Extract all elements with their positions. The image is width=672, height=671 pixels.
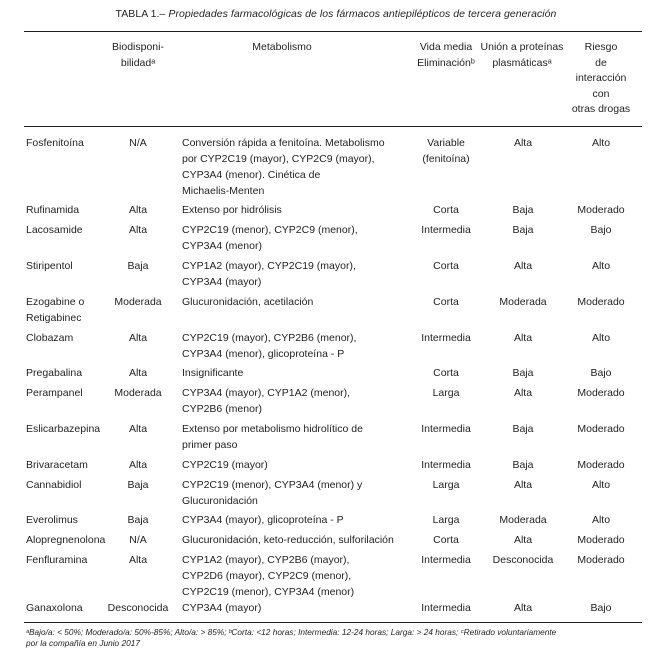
interaction-risk-value: Alto bbox=[591, 514, 611, 526]
cell-line: Clobazam bbox=[26, 332, 74, 344]
protein-binding-value: Baja bbox=[512, 367, 534, 379]
interaction-risk-value: Moderado bbox=[577, 296, 625, 308]
interaction-risk-value: Alto bbox=[591, 137, 611, 149]
cell-line: Brivaracetam bbox=[26, 459, 88, 471]
interaction-risk-value: Moderado bbox=[577, 204, 625, 216]
metabolism-value bbox=[182, 385, 394, 417]
header-line: Vida media bbox=[419, 41, 473, 53]
protein-binding-value: Alta bbox=[513, 534, 533, 546]
cell-line: Fenfluramina bbox=[26, 554, 88, 566]
header-riesgo-interaccion bbox=[564, 40, 638, 118]
cell-line: Lacosamide bbox=[26, 224, 83, 236]
caption-text: Propiedades farmacológicas de los fármacos antiepilépticos de tercera generación bbox=[168, 8, 557, 20]
footnote-line: por la compañía en Junio 2017 bbox=[26, 638, 140, 648]
header-line: plasmáticasᵃ bbox=[492, 56, 552, 69]
header-line: Metabolismo bbox=[252, 41, 312, 53]
half-life-value bbox=[408, 532, 484, 548]
cell-line: CYP3A4 (mayor) bbox=[182, 276, 262, 288]
cell-line: CYP3A4 (menor) bbox=[182, 240, 262, 252]
cell-line: CYP2B6 (menor) bbox=[182, 403, 262, 415]
half-life-value bbox=[408, 385, 484, 401]
interaction-risk-value: Moderado bbox=[577, 423, 625, 435]
top-rule bbox=[24, 31, 642, 32]
protein-binding-value: Baja bbox=[512, 204, 534, 216]
bioavailability-value: Alta bbox=[128, 554, 148, 566]
protein-binding-value: Alta bbox=[513, 137, 533, 149]
header-line: otras drogas bbox=[571, 103, 631, 115]
cell-line: Variable bbox=[427, 137, 465, 149]
half-life-value bbox=[408, 512, 484, 528]
cell-line: Corta bbox=[433, 534, 459, 546]
cell-line: Corta bbox=[433, 260, 459, 272]
interaction-risk-value: Bajo bbox=[590, 602, 612, 614]
protein-binding-value: Baja bbox=[512, 423, 534, 435]
cell-line: Rufinamida bbox=[26, 204, 80, 216]
half-life-value bbox=[408, 457, 484, 473]
half-life-value bbox=[408, 330, 484, 346]
cell-line: Extenso por hidrólisis bbox=[182, 204, 282, 216]
cell-line: Extenso por metabolismo hidrolítico de bbox=[182, 423, 363, 435]
bioavailability-value: Alta bbox=[128, 332, 148, 344]
cell-line: Intermedia bbox=[421, 554, 471, 566]
cell-line: por CYP2C19 (mayor), CYP2C9 (mayor), bbox=[182, 153, 375, 165]
interaction-risk-value: Moderado bbox=[577, 459, 625, 471]
bioavailability-value: Baja bbox=[127, 514, 149, 526]
cell-line: Perampanel bbox=[26, 387, 83, 399]
metabolism-value bbox=[182, 222, 394, 254]
metabolism-value bbox=[182, 457, 394, 473]
cell-line: Corta bbox=[433, 367, 459, 379]
header-line: bilidadᵃ bbox=[120, 56, 156, 69]
metabolism-value bbox=[182, 294, 394, 310]
cell-line: Ganaxolona bbox=[26, 602, 83, 614]
bioavailability-value: Desconocida bbox=[107, 602, 169, 614]
cell-line: Conversión rápida a fenitoína. Metabolismo bbox=[182, 137, 385, 149]
header-vida-media bbox=[408, 40, 484, 71]
bioavailability-value: Baja bbox=[127, 479, 149, 491]
header-union-proteinas bbox=[474, 40, 570, 71]
cell-line: Eslicarbazepina bbox=[26, 423, 101, 435]
metabolism-value bbox=[182, 477, 394, 509]
metabolism-value bbox=[182, 421, 394, 453]
cell-line: CYP2C19 (mayor), CYP2B6 (menor), bbox=[182, 332, 357, 344]
interaction-risk-value: Moderado bbox=[577, 387, 625, 399]
metabolism-value bbox=[182, 365, 394, 381]
interaction-risk-value: Bajo bbox=[590, 224, 612, 236]
cell-line: Larga bbox=[432, 479, 460, 491]
half-life-value bbox=[408, 600, 484, 616]
bioavailability-value: Moderada bbox=[114, 296, 162, 308]
bioavailability-value: Baja bbox=[127, 260, 149, 272]
cell-line: CYP3A4 (mayor), glicoproteína - P bbox=[182, 514, 344, 526]
header-line: Unión a proteínas bbox=[480, 41, 564, 53]
cell-line: Cannabidiol bbox=[26, 479, 82, 491]
cell-line: CYP2D6 (mayor), CYP2C9 (menor), bbox=[182, 570, 352, 582]
header-line: con bbox=[592, 87, 610, 100]
cell-line: CYP2C19 (mayor) bbox=[182, 459, 268, 471]
footnotes bbox=[26, 627, 646, 649]
protein-binding-value: Alta bbox=[513, 387, 533, 399]
bioavailability-value: Moderada bbox=[114, 387, 162, 399]
protein-binding-value: Alta bbox=[513, 602, 533, 614]
cell-line: Michaelis-Menten bbox=[182, 185, 265, 197]
interaction-risk-value: Bajo bbox=[590, 367, 612, 379]
metabolism-value bbox=[182, 600, 394, 616]
cell-line: CYP3A4 (menor). Cinética de bbox=[182, 169, 321, 181]
metabolism-value bbox=[182, 330, 394, 362]
cell-line: Larga bbox=[432, 387, 460, 399]
cell-line: Intermedia bbox=[421, 423, 471, 435]
cell-line: Retigabinec bbox=[26, 312, 82, 324]
half-life-value bbox=[408, 421, 484, 437]
bioavailability-value: N/A bbox=[129, 534, 147, 546]
cell-line: Corta bbox=[433, 296, 459, 308]
half-life-value bbox=[408, 258, 484, 274]
cell-line: Insignificante bbox=[182, 367, 244, 379]
header-line: interacción bbox=[575, 72, 627, 84]
bioavailability-value: Alta bbox=[128, 367, 148, 379]
cell-line: Intermedia bbox=[421, 459, 471, 471]
header-line: Riesgo bbox=[584, 41, 618, 53]
interaction-risk-value: Moderado bbox=[577, 534, 625, 546]
interaction-risk-value: Alto bbox=[591, 479, 611, 491]
cell-line: Glucuronidación, acetilación bbox=[182, 296, 314, 308]
metabolism-value bbox=[182, 532, 394, 548]
cell-line: CYP3A4 (mayor) bbox=[182, 602, 262, 614]
protein-binding-value: Alta bbox=[513, 479, 533, 491]
cell-line: Alopregnenolona bbox=[26, 534, 106, 546]
cell-line: CYP2C19 (menor), CYP3A4 (menor) y bbox=[182, 479, 363, 491]
cell-line: Corta bbox=[433, 204, 459, 216]
metabolism-value bbox=[182, 202, 394, 218]
footnote-line: ᵃBajo/a: < 50%; Moderado/a: 50%-85%; Alto/a: > 85%; ᵇCorta: <12 horas; Intermedia: 12-24 horas; Larga: > 24 horas; ᶜRetirado voluntariamente bbox=[26, 627, 557, 637]
interaction-risk-value: Moderado bbox=[577, 554, 625, 566]
bioavailability-value: Alta bbox=[128, 224, 148, 236]
cell-line: Glucuronidación, keto-reducción, sulforilación bbox=[182, 534, 394, 546]
cell-line: Larga bbox=[432, 514, 460, 526]
interaction-risk-value: Alto bbox=[591, 332, 611, 344]
half-life-value bbox=[408, 202, 484, 218]
header-biodisponibilidad bbox=[100, 40, 176, 71]
half-life-value bbox=[408, 294, 484, 310]
cell-line: Intermedia bbox=[421, 602, 471, 614]
cell-line: CYP2C19 (menor), CYP3A4 (menor) bbox=[182, 586, 355, 598]
half-life-value bbox=[408, 135, 484, 167]
caption-label: TABLA 1.– bbox=[115, 8, 166, 20]
cell-line: CYP3A4 (mayor), CYP1A2 (menor), bbox=[182, 387, 351, 399]
cell-line: Everolimus bbox=[26, 514, 78, 526]
interaction-risk-value: Alto bbox=[591, 260, 611, 272]
cell-line: Fosfenitoína bbox=[26, 137, 84, 149]
cell-line: Intermedia bbox=[421, 224, 471, 236]
half-life-value bbox=[408, 477, 484, 493]
cell-line: Stiripentol bbox=[26, 260, 73, 272]
cell-line: CYP1A2 (mayor), CYP2B6 (mayor), bbox=[182, 554, 350, 566]
metabolism-value bbox=[182, 512, 394, 528]
cell-line: (fenitoína) bbox=[422, 153, 470, 165]
half-life-value bbox=[408, 365, 484, 381]
header-metabolismo bbox=[182, 40, 382, 56]
protein-binding-value: Moderada bbox=[499, 296, 547, 308]
bioavailability-value: N/A bbox=[129, 137, 147, 149]
bottom-rule bbox=[24, 622, 642, 623]
table-caption bbox=[0, 8, 672, 20]
bioavailability-value: Alta bbox=[128, 459, 148, 471]
cell-line: CYP1A2 (mayor), CYP2C19 (mayor), bbox=[182, 260, 356, 272]
protein-binding-value: Moderada bbox=[499, 514, 547, 526]
cell-line: primer paso bbox=[182, 439, 238, 451]
cell-line: Intermedia bbox=[421, 332, 471, 344]
protein-binding-value: Alta bbox=[513, 332, 533, 344]
metabolism-value bbox=[182, 552, 394, 600]
header-line: Biodisponi- bbox=[112, 41, 164, 53]
protein-binding-value: Alta bbox=[513, 260, 533, 272]
cell-line: Pregabalina bbox=[26, 367, 83, 379]
cell-line: CYP2C19 (menor), CYP2C9 (menor), bbox=[182, 224, 358, 236]
bioavailability-value: Alta bbox=[128, 204, 148, 216]
header-line: de bbox=[595, 56, 607, 69]
protein-binding-value: Baja bbox=[512, 224, 534, 236]
half-life-value bbox=[408, 552, 484, 568]
bioavailability-value: Alta bbox=[128, 423, 148, 435]
cell-line: CYP3A4 (menor), glicoproteína - P bbox=[182, 348, 345, 360]
cell-line: Glucuronidación bbox=[182, 495, 258, 507]
protein-binding-value: Desconocida bbox=[492, 554, 554, 566]
header-rule bbox=[24, 126, 642, 127]
half-life-value bbox=[408, 222, 484, 238]
metabolism-value bbox=[182, 258, 394, 290]
cell-line: Ezogabine o bbox=[26, 296, 85, 308]
header-line: Eliminaciónᵇ bbox=[417, 56, 475, 69]
metabolism-value bbox=[182, 135, 394, 199]
protein-binding-value: Baja bbox=[512, 459, 534, 471]
